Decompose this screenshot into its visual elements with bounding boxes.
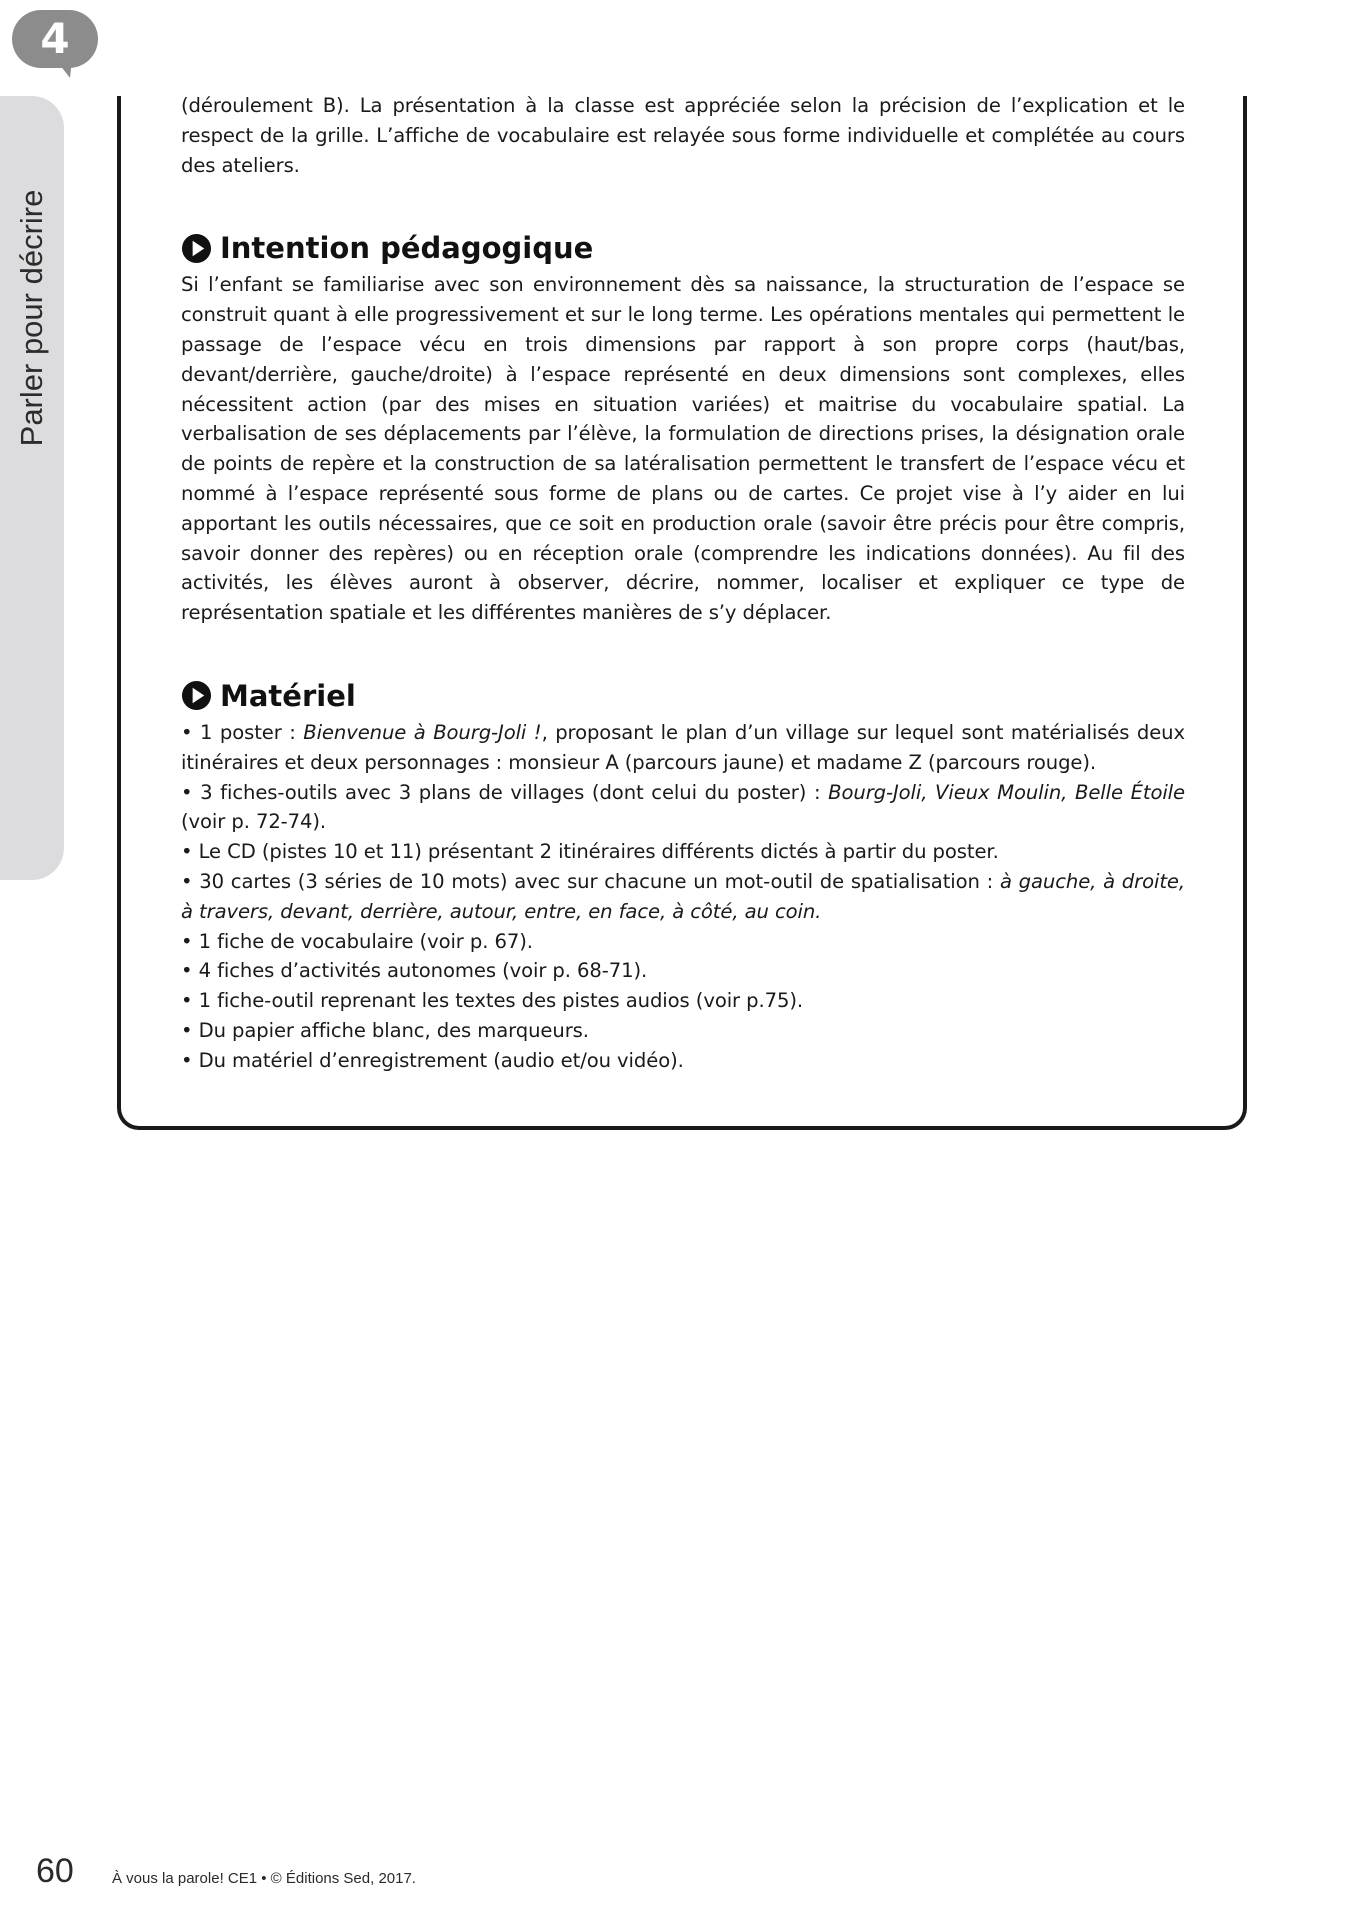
- section-title-materiel-text: Matériel: [220, 678, 356, 713]
- section-title-materiel: [181, 676, 1185, 716]
- list-item: • Du matériel d’enregistrement (audio et/ou vidéo).: [181, 1048, 684, 1072]
- list-item: • 1 poster : Bienvenue à Bourg-Joli !, proposant le plan d’un village sur lequel sont matérialisés deux itinéraires et deux personnages : monsieur A (parcours jaune) et madame Z (parcours rouge).: [181, 720, 1185, 774]
- play-circle-icon: [181, 680, 212, 711]
- side-tab-label: Parler pour décrire: [14, 189, 49, 447]
- list-item: • 3 fiches-outils avec 3 plans de villages (dont celui du poster) : Bourg-Joli, Vieux Moulin, Belle Étoile (voir p. 72-74).: [181, 780, 1185, 834]
- side-tab: [0, 96, 64, 880]
- materials-list: [181, 718, 1185, 1076]
- chapter-number: 4: [40, 14, 70, 63]
- page-content: [181, 91, 1185, 1076]
- list-item: • 4 fiches d’activités autonomes (voir p. 68-71).: [181, 959, 648, 983]
- play-circle-icon: [181, 233, 212, 264]
- list-item: • 30 cartes (3 séries de 10 mots) avec sur chacune un mot-outil de spatialisation : à gauche, à droite, à travers, devant, derrière, autour, entre, en face, à côté, au coin.: [181, 869, 1185, 923]
- list-item: • 1 fiche de vocabulaire (voir p. 67).: [181, 929, 533, 953]
- intention-paragraph: Si l’enfant se familiarise avec son environnement dès sa naissance, la structuration de l’espace se construit quant à elle progressivement et sur le long terme. Les opérations mentales qui permettent le passage de l’espace vécu en trois dimensions par rapport à son propre corps (haut/bas, devant/derrière, gauche/droite) à l’espace représenté en deux dimensions sont complexes, elles nécessitent action (par des mises en situation variées) et maitrise du vocabulaire spatial. La verbalisation de ses déplacements par l’élève, la formulation de directions prises, la désignation orale de points de repère et la construction de sa latéralisation permettent le transfert de l’espace vécu et nommé à l’espace représenté sous forme de plans ou de cartes. Ce projet vise à l’y aider en lui apportant les outils nécessaires, que ce soit en production orale (savoir être précis pour être compris, savoir donner des repères) ou en réception orale (comprendre les indications données). Au fil des activités, les élèves auront à observer, décrire, nommer, localiser et expliquer ce type de représentation spatiale et les différentes manières de s’y déplacer.: [181, 273, 1185, 625]
- page-number: 60: [36, 1852, 74, 1890]
- section-title-intention-text: Intention pédagogique: [220, 231, 594, 266]
- chapter-badge: [12, 10, 98, 80]
- intro-paragraph: (déroulement B). La présentation à la classe est appréciée selon la précision de l’explication et le respect de la grille. L’affiche de vocabulaire est relayée sous forme individuelle et complétée au cours des ateliers.: [181, 94, 1185, 177]
- list-item: • Le CD (pistes 10 et 11) présentant 2 itinéraires différents dictés à partir du poster.: [181, 840, 999, 864]
- section-title-intention: [181, 228, 1185, 268]
- footer-credit: À vous la parole! CE1 • © Éditions Sed, 2017.: [112, 1870, 416, 1887]
- list-item: • 1 fiche-outil reprenant les textes des pistes audios (voir p.75).: [181, 989, 804, 1013]
- list-item: • Du papier affiche blanc, des marqueurs.: [181, 1018, 589, 1042]
